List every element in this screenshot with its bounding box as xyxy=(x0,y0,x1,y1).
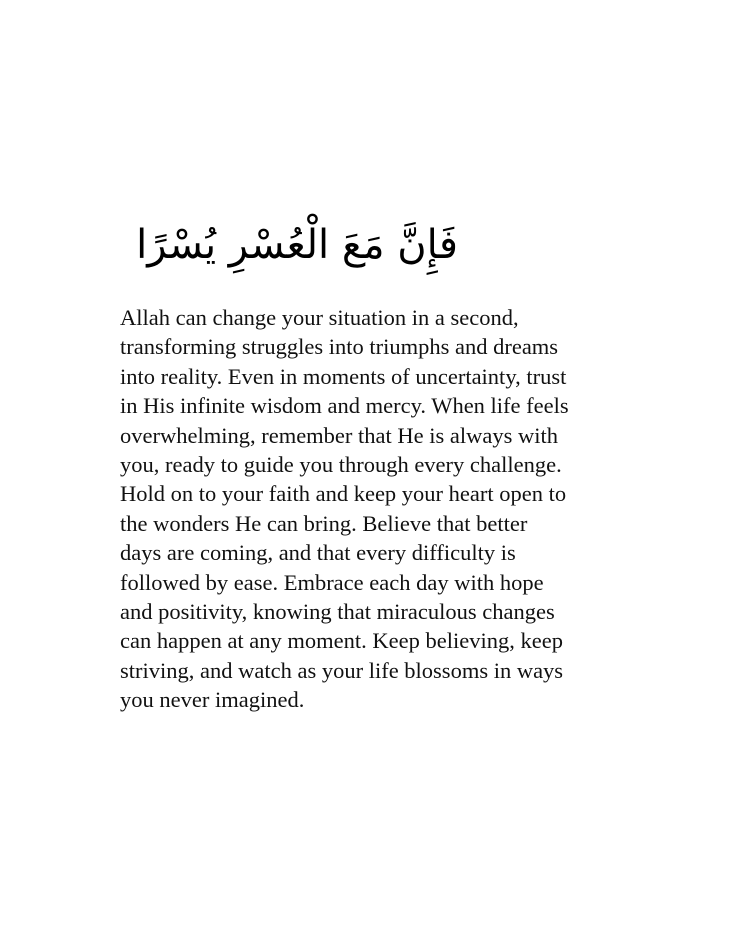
body-line: you never imagined. xyxy=(120,687,305,713)
body-line: Hold on to your faith and keep your heart open to xyxy=(120,481,567,507)
body-line: and positivity, knowing that miraculous changes xyxy=(120,599,555,625)
body-line: Allah can change your situation in a second, xyxy=(120,305,519,330)
arabic-verse: فَإِنَّ مَعَ الْعُسْرِ يُسْرًا xyxy=(136,222,458,268)
body-line: overwhelming, remember that He is always with xyxy=(120,422,559,448)
body-paragraph xyxy=(120,303,640,715)
body-line: you, ready to guide you through every challenge. xyxy=(120,452,562,478)
body-line: striving, and watch as your life blossoms in ways xyxy=(120,657,564,683)
body-line: the wonders He can bring. Believe that better xyxy=(120,510,528,536)
body-line: transforming struggles into triumphs and dreams xyxy=(120,334,559,360)
body-line: days are coming, and that every difficulty is xyxy=(120,540,516,566)
body-line: into reality. Even in moments of uncertainty, trust xyxy=(120,363,567,389)
body-line: can happen at any moment. Keep believing, keep xyxy=(120,628,563,654)
body-line: in His infinite wisdom and mercy. When life feels xyxy=(120,393,569,419)
body-line: followed by ease. Embrace each day with hope xyxy=(120,569,544,595)
